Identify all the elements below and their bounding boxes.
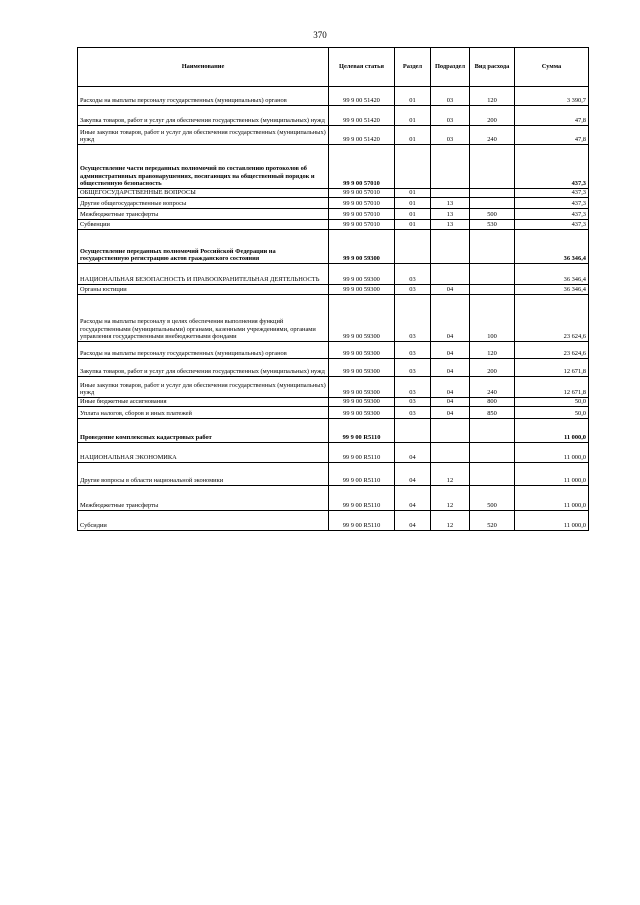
row-expense-type	[470, 419, 515, 443]
row-subsection: 13	[431, 209, 470, 220]
row-amount: 47,8	[515, 106, 589, 126]
row-amount: 437,3	[515, 220, 589, 230]
row-subsection	[431, 230, 470, 264]
row-name: Расходы на выплаты персоналу в целях обеспечения выполнения функций государственными (муниципальными) органами, казенными учреждениями, органами управления государственными внебюджетными фондами	[78, 295, 329, 342]
row-subsection: 13	[431, 220, 470, 230]
row-expense-type: 800	[470, 398, 515, 407]
row-section: 01	[395, 126, 431, 145]
row-section: 01	[395, 220, 431, 230]
table-row	[78, 377, 589, 398]
row-name: Осуществление переданных полномочий Российской Федерации на государственную регистрацию актов гражданского состояния	[78, 230, 329, 264]
row-target-item: 99 9 00 51420	[329, 106, 395, 126]
row-target-item: 99 9 00 59300	[329, 359, 395, 377]
row-section: 04	[395, 511, 431, 531]
row-amount: 437,3	[515, 145, 589, 189]
row-expense-type	[470, 264, 515, 285]
row-target-item: 99 9 00 59300	[329, 295, 395, 342]
row-target-item: 99 9 00 59300	[329, 407, 395, 419]
row-subsection	[431, 264, 470, 285]
header-section: Раздел	[395, 48, 431, 87]
row-target-item: 99 9 00 57010	[329, 209, 395, 220]
row-subsection: 03	[431, 126, 470, 145]
row-name: Органы юстиции	[78, 285, 329, 295]
table-row	[78, 264, 589, 285]
row-amount: 12 671,8	[515, 359, 589, 377]
row-amount: 437,3	[515, 189, 589, 198]
row-amount: 23 624,6	[515, 295, 589, 342]
header-subsection: Подраздел	[431, 48, 470, 87]
row-amount: 36 346,4	[515, 264, 589, 285]
row-name: Расходы на выплаты персоналу государственных (муниципальных) органов	[78, 87, 329, 106]
table-row	[78, 486, 589, 511]
row-subsection: 12	[431, 511, 470, 531]
row-section: 03	[395, 377, 431, 398]
row-target-item: 99 9 00 R5110	[329, 511, 395, 531]
row-expense-type	[470, 198, 515, 209]
row-expense-type: 200	[470, 359, 515, 377]
row-expense-type	[470, 285, 515, 295]
row-subsection: 04	[431, 398, 470, 407]
row-section: 03	[395, 407, 431, 419]
row-amount: 437,3	[515, 198, 589, 209]
row-target-item: 99 9 00 57010	[329, 145, 395, 189]
table-row	[78, 407, 589, 419]
row-subsection: 03	[431, 87, 470, 106]
row-target-item: 99 9 00 59300	[329, 230, 395, 264]
row-name: Осуществление части переданных полномочий по составлению протоколов об административных правонарушениях, посягающих на общественный порядок и общественную безопасность	[78, 145, 329, 189]
row-amount: 11 000,0	[515, 419, 589, 443]
table-row	[78, 398, 589, 407]
row-expense-type: 200	[470, 106, 515, 126]
budget-table	[77, 47, 589, 531]
row-expense-type: 120	[470, 342, 515, 359]
row-name: Закупка товаров, работ и услуг для обеспечения государственных (муниципальных) нужд	[78, 106, 329, 126]
row-amount: 437,3	[515, 209, 589, 220]
table-row	[78, 295, 589, 342]
row-name: Расходы на выплаты персоналу государственных (муниципальных) органов	[78, 342, 329, 359]
row-amount: 23 624,6	[515, 342, 589, 359]
row-section: 03	[395, 285, 431, 295]
row-target-item: 99 9 00 R5110	[329, 443, 395, 463]
row-name: Уплата налогов, сборов и иных платежей	[78, 407, 329, 419]
row-section	[395, 419, 431, 443]
header-amount: Сумма	[515, 48, 589, 87]
row-subsection: 04	[431, 407, 470, 419]
table-row	[78, 145, 589, 189]
table-row	[78, 189, 589, 198]
table-row	[78, 342, 589, 359]
row-amount: 11 000,0	[515, 511, 589, 531]
row-subsection: 12	[431, 463, 470, 486]
table-row	[78, 511, 589, 531]
row-expense-type	[470, 230, 515, 264]
row-name: НАЦИОНАЛЬНАЯ БЕЗОПАСНОСТЬ И ПРАВООХРАНИТЕЛЬНАЯ ДЕЯТЕЛЬНОСТЬ	[78, 264, 329, 285]
row-subsection: 03	[431, 106, 470, 126]
header-expense-type: Вид расхода	[470, 48, 515, 87]
row-subsection	[431, 443, 470, 463]
row-expense-type	[470, 145, 515, 189]
row-target-item: 99 9 00 59300	[329, 377, 395, 398]
row-name: НАЦИОНАЛЬНАЯ ЭКОНОМИКА	[78, 443, 329, 463]
table-row	[78, 359, 589, 377]
row-expense-type: 500	[470, 486, 515, 511]
row-subsection	[431, 419, 470, 443]
row-expense-type: 850	[470, 407, 515, 419]
row-expense-type: 240	[470, 126, 515, 145]
row-subsection: 04	[431, 295, 470, 342]
row-section: 01	[395, 209, 431, 220]
row-name: Межбюджетные трансферты	[78, 486, 329, 511]
row-subsection: 04	[431, 359, 470, 377]
table-row	[78, 220, 589, 230]
row-target-item: 99 9 00 57010	[329, 189, 395, 198]
row-section: 03	[395, 264, 431, 285]
row-amount: 36 346,4	[515, 285, 589, 295]
row-name: Другие общегосударственные вопросы	[78, 198, 329, 209]
row-target-item: 99 9 00 51420	[329, 126, 395, 145]
row-subsection: 13	[431, 198, 470, 209]
row-expense-type	[470, 443, 515, 463]
row-subsection: 04	[431, 285, 470, 295]
row-expense-type: 530	[470, 220, 515, 230]
row-name: Закупка товаров, работ и услуг для обеспечения государственных (муниципальных) нужд	[78, 359, 329, 377]
row-amount: 3 390,7	[515, 87, 589, 106]
row-target-item: 99 9 00 R5110	[329, 463, 395, 486]
table-row	[78, 419, 589, 443]
row-name: Другие вопросы в области национальной экономики	[78, 463, 329, 486]
row-name: Субсидии	[78, 511, 329, 531]
row-name: Иные закупки товаров, работ и услуг для обеспечения государственных (муниципальных) нужд	[78, 377, 329, 398]
row-target-item: 99 9 00 59300	[329, 285, 395, 295]
header-target-item: Целевая статья	[329, 48, 395, 87]
row-target-item: 99 9 00 57010	[329, 220, 395, 230]
row-expense-type: 240	[470, 377, 515, 398]
row-expense-type	[470, 189, 515, 198]
row-target-item: 99 9 00 R5110	[329, 419, 395, 443]
row-name: Иные закупки товаров, работ и услуг для обеспечения государственных (муниципальных) нужд	[78, 126, 329, 145]
row-expense-type: 500	[470, 209, 515, 220]
row-section: 01	[395, 198, 431, 209]
table-row	[78, 126, 589, 145]
row-name: ОБЩЕГОСУДАРСТВЕННЫЕ ВОПРОСЫ	[78, 189, 329, 198]
row-name: Межбюджетные трансферты	[78, 209, 329, 220]
row-name: Иные бюджетные ассигнования	[78, 398, 329, 407]
row-amount: 47,8	[515, 126, 589, 145]
row-section	[395, 230, 431, 264]
row-amount: 11 000,0	[515, 443, 589, 463]
row-section: 01	[395, 87, 431, 106]
row-target-item: 99 9 00 51420	[329, 87, 395, 106]
row-expense-type: 520	[470, 511, 515, 531]
row-subsection	[431, 145, 470, 189]
row-section: 03	[395, 398, 431, 407]
row-target-item: 99 9 00 57010	[329, 198, 395, 209]
row-expense-type: 120	[470, 87, 515, 106]
table-row	[78, 198, 589, 209]
row-subsection: 04	[431, 377, 470, 398]
row-target-item: 99 9 00 59300	[329, 264, 395, 285]
row-target-item: 99 9 00 59300	[329, 398, 395, 407]
row-amount: 11 000,0	[515, 463, 589, 486]
row-section	[395, 145, 431, 189]
row-section: 04	[395, 463, 431, 486]
row-expense-type: 100	[470, 295, 515, 342]
table-row	[78, 463, 589, 486]
row-section: 04	[395, 486, 431, 511]
page-number: 370	[313, 30, 327, 40]
row-target-item: 99 9 00 59300	[329, 342, 395, 359]
row-subsection: 04	[431, 342, 470, 359]
table-row	[78, 106, 589, 126]
row-amount: 12 671,8	[515, 377, 589, 398]
table-row	[78, 87, 589, 106]
table-body	[78, 87, 589, 531]
table-row	[78, 209, 589, 220]
row-section: 01	[395, 106, 431, 126]
row-section: 03	[395, 359, 431, 377]
row-expense-type	[470, 463, 515, 486]
row-subsection: 12	[431, 486, 470, 511]
row-target-item: 99 9 00 R5110	[329, 486, 395, 511]
table-row	[78, 443, 589, 463]
row-section: 03	[395, 342, 431, 359]
header-name: Наименование	[78, 48, 329, 87]
row-section: 03	[395, 295, 431, 342]
row-section: 01	[395, 189, 431, 198]
row-subsection	[431, 189, 470, 198]
table-header-row	[78, 48, 589, 87]
row-amount: 50,0	[515, 398, 589, 407]
table-row	[78, 285, 589, 295]
row-name: Субвенции	[78, 220, 329, 230]
row-amount: 50,0	[515, 407, 589, 419]
row-amount: 11 000,0	[515, 486, 589, 511]
row-name: Проведение комплексных кадастровых работ	[78, 419, 329, 443]
table-row	[78, 230, 589, 264]
row-amount: 36 346,4	[515, 230, 589, 264]
row-section: 04	[395, 443, 431, 463]
